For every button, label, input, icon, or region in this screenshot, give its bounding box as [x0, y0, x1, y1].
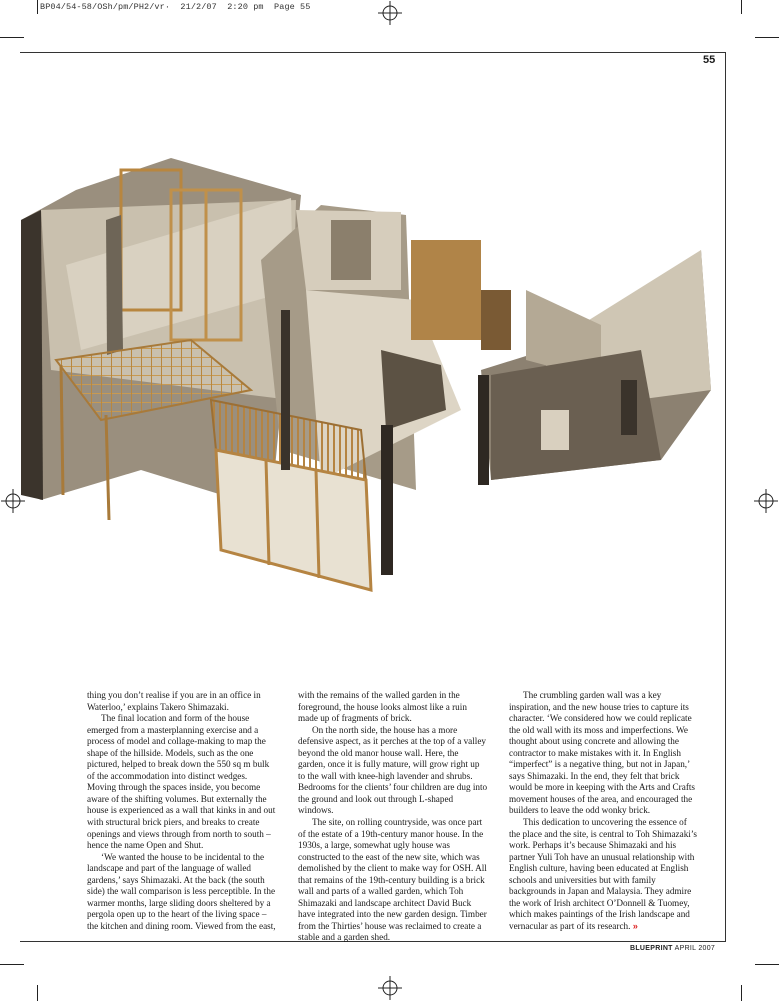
crop-mark-top-right-v — [741, 0, 742, 14]
crop-mark-top-left-v — [37, 0, 38, 14]
architectural-model-photo — [21, 150, 725, 620]
magazine-name: BLUEPRINT — [630, 945, 673, 952]
issue-date: APRIL 2007 — [674, 945, 716, 952]
end-mark-icon: » — [632, 920, 638, 931]
registration-mark-top — [378, 1, 402, 25]
crop-mark-bottom-right-h — [755, 964, 779, 965]
page-frame-top-rule — [20, 52, 726, 53]
text-column-1 — [87, 690, 277, 932]
page-footer — [630, 945, 715, 952]
page-number: 55 — [703, 54, 716, 66]
paragraph: with the remains of the walled garden in the foreground, the house looks almost like a ruin made up of fragments of brick. — [298, 690, 467, 724]
text-column-2 — [298, 690, 488, 944]
crop-mark-top-left-h — [0, 37, 24, 38]
paragraph: The site, on rolling countryside, was once part of the estate of a 19th-century manor house. In the 1930s, a large, somewhat ugly house was constructed to the east of the new site, which was demolished by the client to make way for OSH. All that remains of the 19th-century building is a brick wall and parts of a walled garden, which Toh Shimazaki and landscape architect David Buck have integrated into the new garden design. Timber from the Thirties’ house was reclaimed to create a stable and a garden shed. — [298, 817, 487, 943]
slug-line: BP04/54-58/OSh/pm/PH2/vr· 21/2/07 2:20 pm Page 55 — [40, 2, 311, 12]
paragraph-text: This dedication to uncovering the essence of the place and the site, is central to Toh Shimazaki’s work. Perhaps it’s because Shimazaki and his partner Yuli Toh have an unusual relationship with English culture, having been educated at English schools and universities but with family backgrounds in Japan and Malaysia. They admire the work of Irish architect O’Donnell & Tuomey, which makes paintings of the Irish landscape and vernacular as part of its research. — [509, 817, 697, 931]
page-frame-right-rule — [725, 52, 726, 942]
paragraph: ‘We wanted the house to be incidental to the landscape and part of the language of walled gardens,’ says Shimazaki. At the back (the south side) the wall comparison is less perceptible. In the warmer months, large sliding doors sheltered by a pergola open up to the heart of the living space – the kitchen and dining room. Viewed from the east, — [87, 851, 276, 931]
crop-mark-bottom-left-v — [37, 985, 38, 1001]
text-column-3 — [509, 690, 699, 932]
paragraph: thing you don’t realise if you are in an office in Waterloo,’ explains Takero Shimazaki. — [87, 690, 261, 712]
registration-mark-right — [754, 489, 778, 513]
paragraph: On the north side, the house has a more defensive aspect, as it perches at the top of a valley beyond the old manor house wall. Here, the garden, once it is fully mature, will grow right up to the wall with knee-high lavender and shrubs. Bedrooms for the clients’ four children are dug into the ground and look out through L-shaped windows. — [298, 724, 488, 816]
paragraph-last — [509, 817, 699, 932]
paragraph: The crumbling garden wall was a key inspiration, and the new house tries to capture its character. ‘We considered how we could replicate the old wall with its moss and imperfections. We thought about using concrete and allowing the contractor to make mistakes with it. In English “imperfect” is a negative thing, but not in Japan,’ says Shimazaki. In the end, they felt that brick would be more in keeping with the Arts and Crafts movement houses of the area, and encouraged the builders to leave the odd wonky brick. — [509, 690, 696, 816]
registration-mark-bottom — [378, 976, 402, 1000]
crop-mark-bottom-right-v — [741, 985, 742, 1001]
paragraph: The final location and form of the house emerged from a masterplanning exercise and a process of model and collage-making to map the shape of the hillside. Models, such as the one pictured, helped to break down the 550 sq m bulk of the accommodation into distinct wedges. Moving through the spaces inside, you become aware of the shifting volumes. But externally the house is experienced as a wall that kinks in and out with structural brick piers, and breaks to create openings and views through from north to south – hence the name Open and Shut. — [87, 713, 276, 851]
crop-mark-top-right-h — [755, 37, 779, 38]
crop-mark-bottom-left-h — [0, 964, 24, 965]
